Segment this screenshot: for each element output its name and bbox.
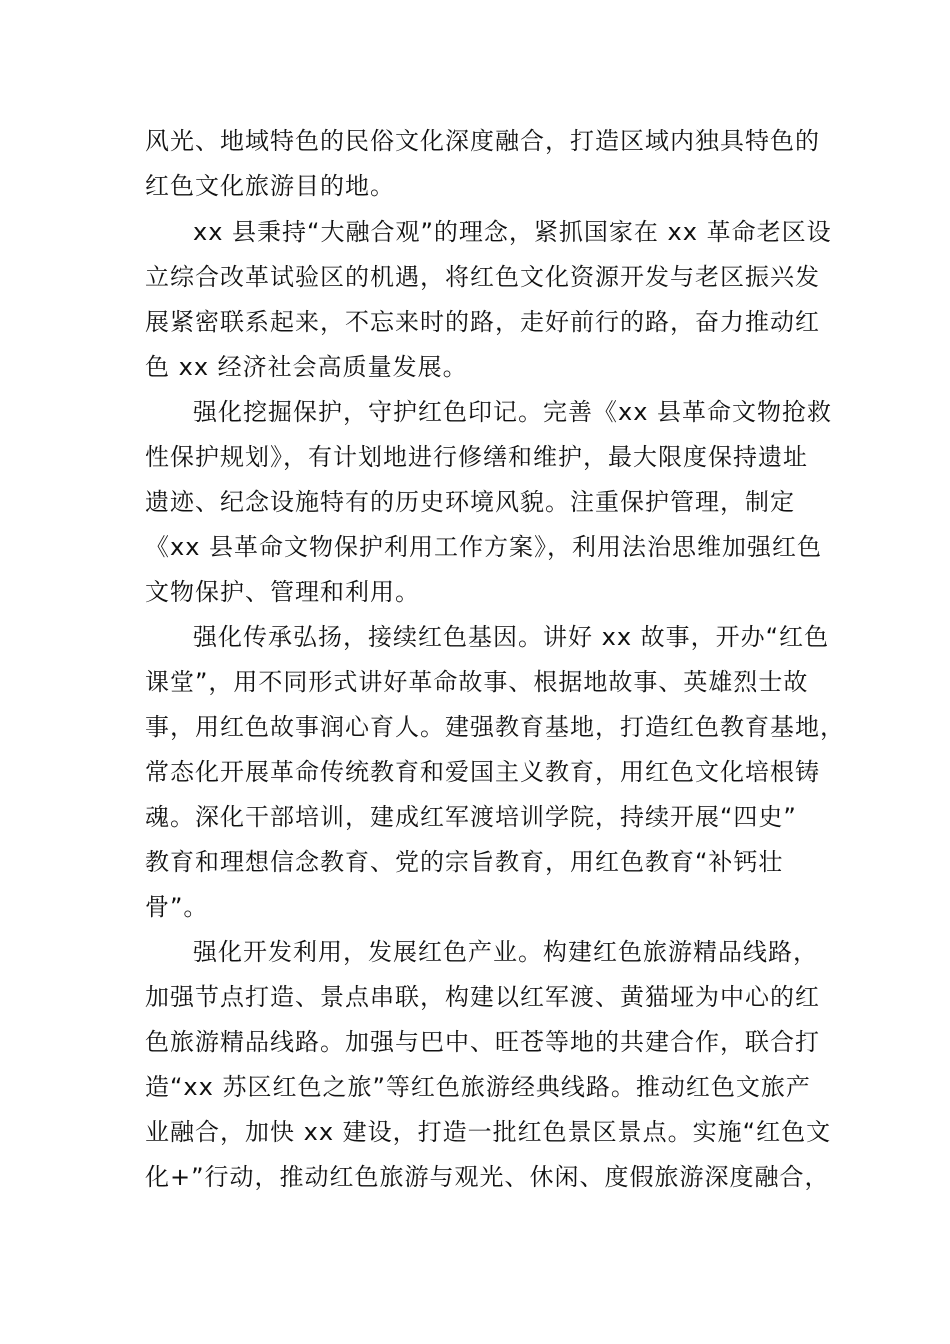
text-line: 色 xx 经济社会高质量发展。 (145, 353, 468, 381)
text-line: 常态化开展革命传统教育和爱国主义教育，用红色文化培根铸 (145, 758, 820, 786)
text-line: 色旅游精品线路。加强与巴中、旺苍等地的共建合作，联合打 (145, 1028, 820, 1056)
text-line: 《xx 县革命文物保护利用工作方案》，利用法治思维加强红色 (145, 533, 823, 561)
text-line: 业融合，加快 xx 建设，打造一批红色景区景点。实施“红色文 (145, 1118, 832, 1146)
text-line: 遗迹、纪念设施特有的历史环境风貌。注重保护管理，制定 (145, 488, 795, 516)
text-line: 立综合改革试验区的机遇，将红色文化资源开发与老区振兴发 (145, 263, 820, 291)
text-line: 文物保护、管理和利用。 (145, 578, 420, 606)
text-line: 骨”。 (145, 893, 209, 921)
text-line: 魂。深化干部培训，建成红军渡培训学院，持续开展“四史” (145, 803, 797, 831)
text-line: 教育和理想信念教育、党的宗旨教育，用红色教育“补钙壮 (145, 848, 784, 876)
text-line: 性保护规划》，有计划地进行修缮和维护，最大限度保持遗址 (145, 443, 808, 471)
text-line: 风光、地域特色的民俗文化深度融合，打造区域内独具特色的 (145, 127, 820, 155)
text-line: 展紧密联系起来，不忘来时的路，走好前行的路，奋力推动红 (145, 308, 820, 336)
text-line: 事，用红色故事润心育人。建强教育基地，打造红色教育基地， (145, 713, 845, 741)
paragraph-first-line: 强化传承弘扬，接续红色基因。讲好 xx 故事，开办“红色 (193, 623, 830, 651)
paragraph-first-line: 强化开发利用，发展红色产业。构建红色旅游精品线路， (193, 938, 818, 966)
text-line: 加强节点打造、景点串联，构建以红军渡、黄猫垭为中心的红 (145, 983, 820, 1011)
text-line: 课堂”，用不同形式讲好革命故事、根据地故事、英雄烈士故 (145, 668, 809, 696)
text-line: 化+”行动，推动红色旅游与观光、休闲、度假旅游深度融合， (145, 1163, 830, 1191)
paragraph-first-line: 强化挖掘保护，守护红色印记。完善《xx 县革命文物抢救 (193, 398, 833, 426)
text-line: 造“xx 苏区红色之旅”等红色旅游经典线路。推动红色文旅产 (145, 1073, 811, 1101)
text-line: 红色文化旅游目的地。 (145, 172, 395, 200)
paragraph-first-line: xx 县秉持“大融合观”的理念，紧抓国家在 xx 革命老区设 (193, 218, 832, 246)
